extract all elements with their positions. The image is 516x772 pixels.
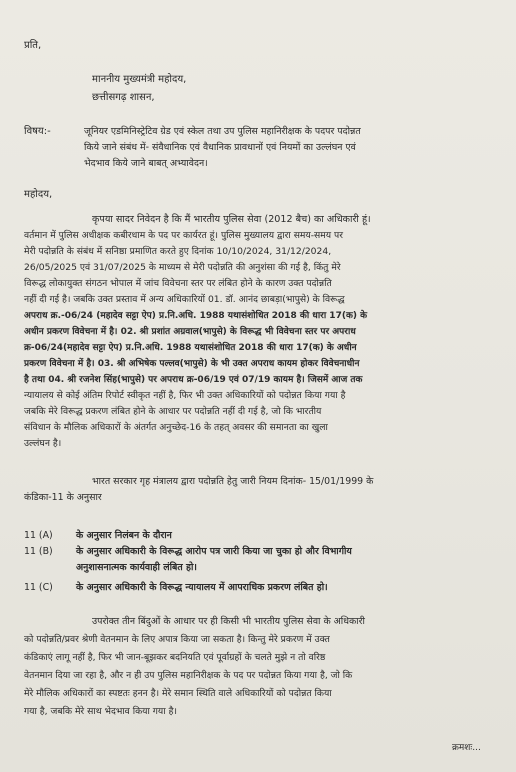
rule-item-a xyxy=(24,530,172,542)
para3-line: उपरोक्त तीन बिंदुओं के आधार पर ही किसी भी भारतीय पुलिस सेवा के अधिकारी xyxy=(92,616,365,627)
para1-line: प्रकरण विवेचना में है। 03. श्री अभिषेक पल्लव(भापुसे) के भी उक्त अपराध कायम होकर विवेचनाधीन xyxy=(24,359,360,369)
subject-line-2: किये जाने संबंध में- संवैधानिक एवं वैधानिक प्रावधानों एवं नियमों का उल्लंघन एवं xyxy=(84,142,356,153)
para1-line: कृपया सादर निवेदन है कि मैं भारतीय पुलिस सेवा (2012 बैच) का अधिकारी हूं। xyxy=(92,214,371,225)
para3-line: वेतनमान दिया जा रहा है, और न ही उप पुलिस महानिरीक्षक के पद पर पदोन्नत किया गया है, जो कि xyxy=(24,670,353,681)
para2-line-2: कंडिका-11 के अनुसार xyxy=(24,492,102,503)
rule-item-number: 11 (A) xyxy=(24,530,53,541)
para1-line: नहीं दी गई है। जबकि उक्त प्रस्ताव में अन्य अधिकारियों 01. डॉ. आनंद छाबड़ा(भापुसे) के विरूद्ध xyxy=(24,294,345,305)
para1-line: विरूद्ध लोकायुक्त संगठन भोपाल में जांच विवेचना स्तर पर लंबित होने के कारण उक्त पदोन्नति xyxy=(24,278,332,289)
greeting: महोदय, xyxy=(24,189,53,200)
para1-line: उल्लंघन है। xyxy=(24,438,62,449)
para1-line: 26/05/2025 एवं 31/07/2025 के माध्यम से मेरी पदोन्नति की अनुशंसा की गई है, किंतु मेरे xyxy=(24,262,341,273)
para1-line: क्र-06/24(महादेव सट्टा ऐप) प्र.नि.अधि. 1988 यथासंशोधित 2018 की धारा 17(क) के अधीन xyxy=(24,343,357,353)
rule-item-number: 11 (B) xyxy=(24,546,53,557)
para1-line: अपराध क्र.-06/24 (महादेव सट्टा ऐप) प्र.नि.अधि. 1988 यथासंशोधित 2018 की धारा 17(क) के xyxy=(24,311,368,321)
addressee-line-1: माननीय मुख्यमंत्री महोदय, xyxy=(92,74,187,85)
para1-line: न्यायालय से कोई अंतिम रिपोर्ट स्वीकृत नहीं है, फिर भी उक्त अधिकारियों को पदोन्नत किया गया है xyxy=(24,390,346,401)
rule-item-text: के अनुसार अधिकारी के विरूद्ध न्यायालय में आपराधिक प्रकरण लंबित हो। xyxy=(76,582,328,593)
rule-item-b-cont: अनुशासनात्मक कार्यवाही लंबित हो। xyxy=(76,562,197,573)
para3-line: को पदोन्नति/प्रवर श्रेणी वेतनमान के लिए अपात्र किया जा सकता है। किन्तु मेरे प्रकरण में उक्त xyxy=(24,634,330,645)
continued-note: क्रमशः... xyxy=(452,743,481,753)
para1-line: संविधान के मौलिक अधिकारों के अंतर्गत अनुच्छेद-16 के तहत् अवसर की समानता का खुला xyxy=(24,422,328,433)
para3-line: कंडिकाएं लागू नहीं है, फिर भी जान-बूझकर बदनियति एवं पूर्वाग्रहों के चलते मुझे न तो वरिष्ठ xyxy=(24,652,326,663)
para1-line: मेरी पदोन्नति के संबंध में सनिष्ठा प्रमाणित करते हुए दिनांक 10/10/2024, 31/12/2024, xyxy=(24,246,332,257)
rule-item-b xyxy=(24,546,352,558)
para2-line-1: भारत सरकार गृह मंत्रालय द्वारा पदोन्नति हेतु जारी नियम दिनांक- 15/01/1999 के xyxy=(92,476,374,487)
para1-line: वर्तमान में पुलिस अधीक्षक कबीरधाम के पद पर कार्यरत हूं। पुलिस मुख्यालय द्वारा समय-समय पर xyxy=(24,230,343,241)
subject-line-3: भेदभाव किये जाने बाबत् अभ्यावेदन। xyxy=(84,158,208,169)
rule-item-text: के अनुसार निलंबन के दौरान xyxy=(76,530,172,541)
para1-line: है तथा 04. श्री रजनेश सिंह(भापुसे) पर अपराध क्र-06/19 एवं 07/19 कायम है। जिसमें आज तक xyxy=(24,375,363,385)
rule-item-text: के अनुसार अधिकारी के विरूद्ध आरोप पत्र जारी किया जा चुका हो और विभागीय xyxy=(76,546,352,557)
para3-line: गया है, जबकि मेरे साथ भेदभाव किया गया है। xyxy=(24,706,177,717)
rule-item-c xyxy=(24,582,328,594)
subject-line-1: जूनियर एडमिनिस्ट्रेटिव ग्रेड एवं स्केल तथा उप पुलिस महानिरीक्षक के पदपर पदोन्नत xyxy=(84,126,361,137)
salutation-to: प्रति, xyxy=(24,40,42,51)
rule-item-number: 11 (C) xyxy=(24,582,53,593)
subject-label: विषय:- xyxy=(24,126,51,137)
addressee-line-2: छत्तीसगढ़ शासन, xyxy=(92,92,155,103)
para3-line: मेरे मौलिक अधिकारों का स्पष्टतः हनन है। मेरे समान स्थिति वाले अधिकारियों को पदोन्नत किया xyxy=(24,688,332,699)
para1-line: अधीन प्रकरण विवेचना में है। 02. श्री प्रशांत अग्रवाल(भापुसे) के विरूद्ध भी विवेचना स्तर पर अपराध xyxy=(24,327,356,337)
para1-line: जबकि मेरे विरूद्ध प्रकरण लंबित होने के आधार पर पदोन्नति नहीं दी गई है, जो कि भारतीय xyxy=(24,406,322,417)
